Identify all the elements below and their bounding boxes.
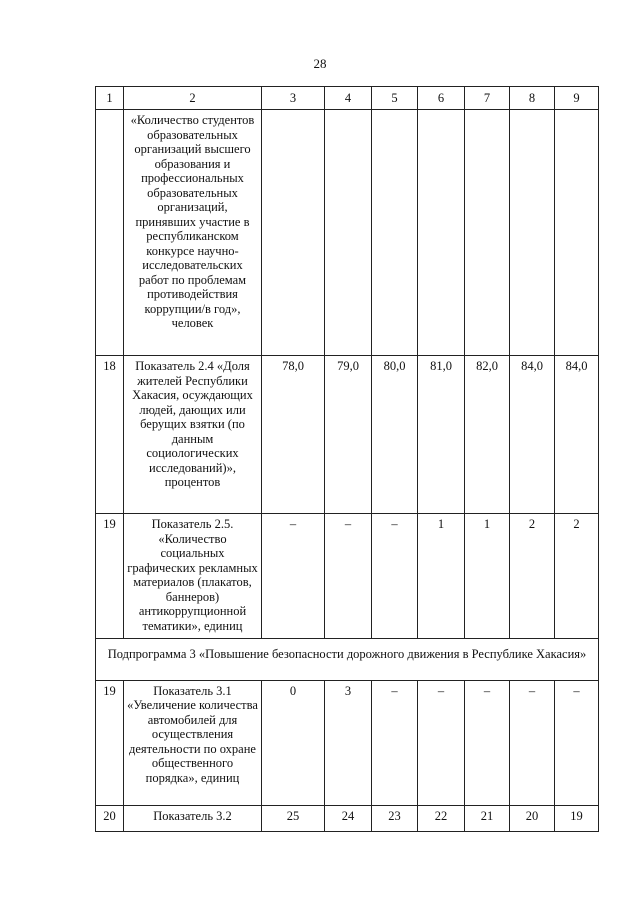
header-cell: 2 (124, 87, 262, 110)
value-cell (262, 110, 325, 356)
value-cell: 19 (555, 805, 599, 831)
value-cell: 82,0 (465, 356, 510, 514)
value-cell: 2 (510, 514, 555, 639)
indicator-description: Показатель 2.4 «Доля жителей Республики Хакасия, осуждающих людей, дающих или берущих взятки (по данным социологических исследований)», процентов (124, 356, 262, 514)
value-cell (418, 110, 465, 356)
table-row (96, 680, 599, 805)
indicator-description: Показатель 3.2 (124, 805, 262, 831)
value-cell: 84,0 (555, 356, 599, 514)
header-cell: 4 (325, 87, 372, 110)
value-cell: – (372, 680, 418, 805)
value-cell (510, 110, 555, 356)
value-cell: 2 (555, 514, 599, 639)
indicator-description: «Количество студентов образовательных организаций высшего образования и профессиональных образовательных организаций, принявших участие в республиканском конкурсе научно-исследовательских работ по проблемам противодействия коррупции/в год», человек (124, 110, 262, 356)
table-row (96, 356, 599, 514)
value-cell: 3 (325, 680, 372, 805)
value-cell: 84,0 (510, 356, 555, 514)
subprogram-row (96, 639, 599, 681)
value-cell: – (510, 680, 555, 805)
header-cell: 8 (510, 87, 555, 110)
value-cell (465, 110, 510, 356)
value-cell: 20 (510, 805, 555, 831)
value-cell: 1 (465, 514, 510, 639)
row-number: 20 (96, 805, 124, 831)
table-row (96, 805, 599, 831)
header-cell: 5 (372, 87, 418, 110)
indicators-table (95, 86, 599, 832)
value-cell: 21 (465, 805, 510, 831)
value-cell (555, 110, 599, 356)
value-cell (372, 110, 418, 356)
subprogram-title: Подпрограмма 3 «Повышение безопасности дорожного движения в Республике Хакасия» (96, 639, 599, 681)
header-cell: 1 (96, 87, 124, 110)
row-number: 19 (96, 514, 124, 639)
value-cell: – (325, 514, 372, 639)
header-cell: 9 (555, 87, 599, 110)
value-cell: 1 (418, 514, 465, 639)
value-cell: 80,0 (372, 356, 418, 514)
page-number: 28 (313, 56, 327, 71)
value-cell: 25 (262, 805, 325, 831)
value-cell: – (555, 680, 599, 805)
value-cell: – (418, 680, 465, 805)
value-cell: 0 (262, 680, 325, 805)
indicator-description: Показатель 3.1 «Увеличение количества автомобилей для осуществления деятельности по охране общественного порядка», единиц (124, 680, 262, 805)
value-cell: 81,0 (418, 356, 465, 514)
indicator-description: Показатель 2.5. «Количество социальных графических рекламных материалов (плакатов, баннеров) антикоррупционной тематики», единиц (124, 514, 262, 639)
table-row (96, 110, 599, 356)
value-cell (325, 110, 372, 356)
row-number: 19 (96, 680, 124, 805)
header-cell: 3 (262, 87, 325, 110)
value-cell: – (465, 680, 510, 805)
value-cell: – (372, 514, 418, 639)
table-row (96, 514, 599, 639)
value-cell: – (262, 514, 325, 639)
value-cell: 78,0 (262, 356, 325, 514)
header-cell: 6 (418, 87, 465, 110)
row-number: 18 (96, 356, 124, 514)
value-cell: 22 (418, 805, 465, 831)
header-cell: 7 (465, 87, 510, 110)
value-cell: 79,0 (325, 356, 372, 514)
row-number (96, 110, 124, 356)
value-cell: 24 (325, 805, 372, 831)
table-header-row (96, 87, 599, 110)
value-cell: 23 (372, 805, 418, 831)
